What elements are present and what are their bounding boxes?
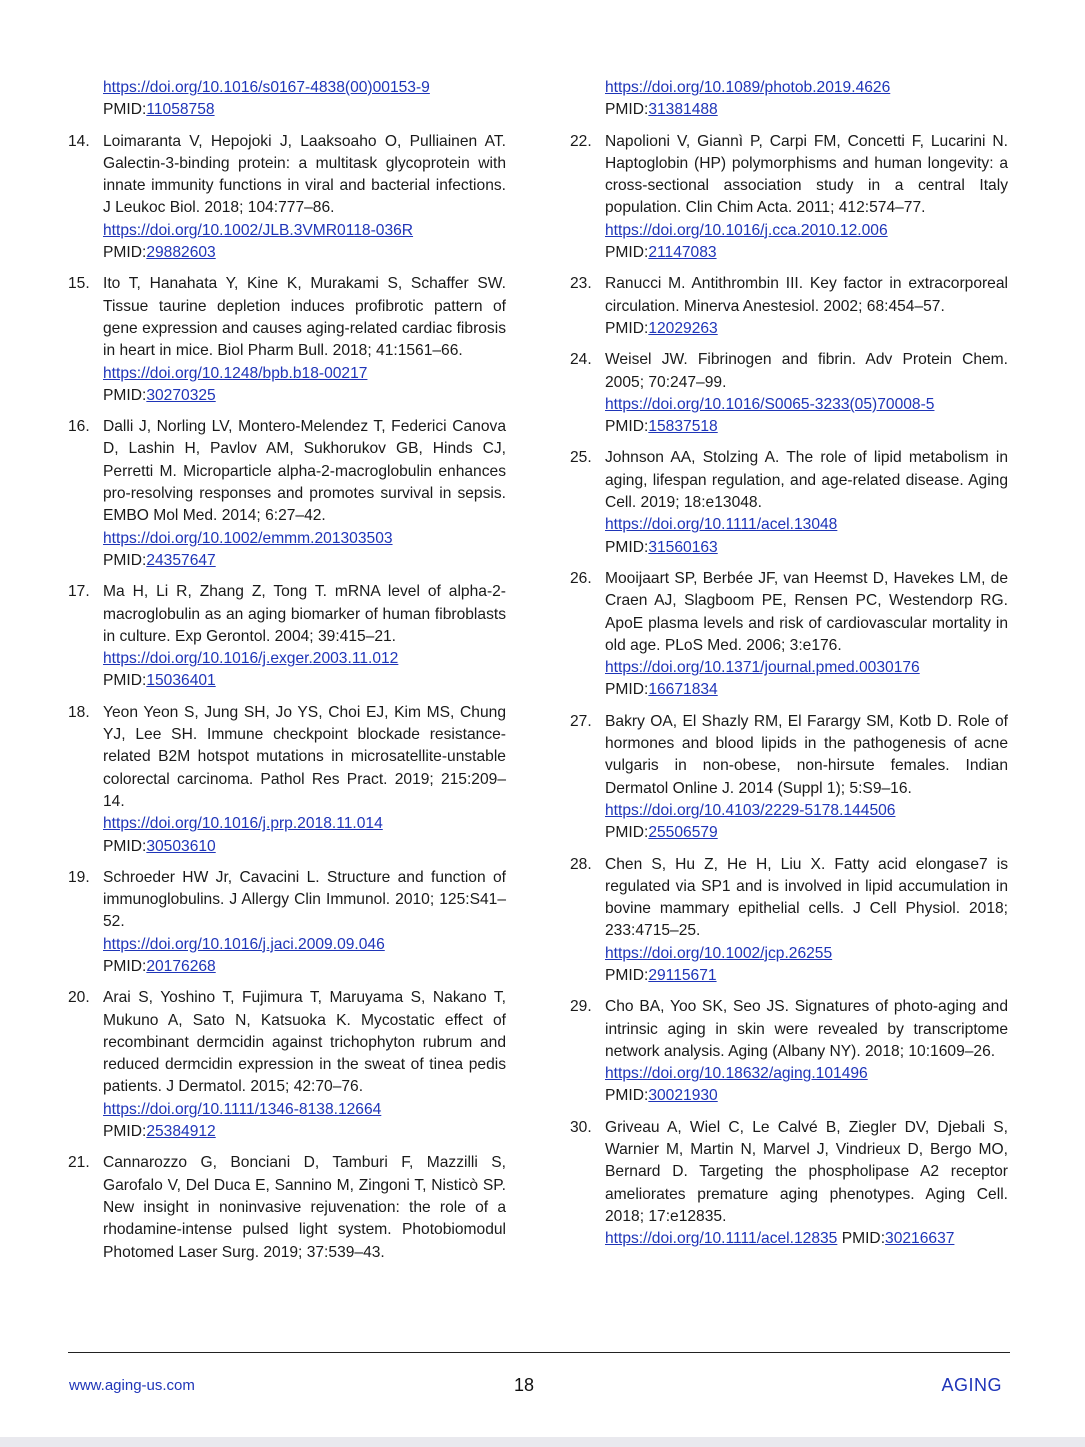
pmid-line [103,550,506,572]
pmid-line [103,242,506,264]
left-reference-column [68,77,506,1273]
doi-link[interactable]: https://doi.org/10.1002/emmm.201303503 [103,529,393,547]
reference-number: 26. [570,569,592,587]
pmid-link[interactable]: 29115671 [648,966,717,984]
reference-citation: Arai S, Yoshino T, Fujimura T, Maruyama S, Nakano T, Mukuno A, Sato N, Katsuoka K. Mycostatic effect of recombinant dermcidin against trichophyton rubrum and reduced dermcidin expression in the sweat of tinea pedis patients. J Dermatol. 2015; 42:70–76. [103,989,506,1096]
pmid-label: PMID: [841,1230,886,1248]
reference-citation: Chen S, Hu Z, He H, Liu X. Fatty acid elongase7 is regulated via SP1 and is involved in lipid accumulation in bovine mammary epithelial cells. J Cell Physiol. 2018; 233:4715–25. [605,855,1008,940]
pmid-label: PMID: [605,319,649,337]
doi-link[interactable]: https://doi.org/10.1111/1346-8138.12664 [103,1100,382,1118]
doi-link[interactable]: https://doi.org/10.4103/2229-5178.144506 [605,801,896,819]
reference-item [570,131,1008,265]
reference-item [68,1152,506,1263]
pmid-label: PMID: [103,1123,147,1141]
reference-citation: Cannarozzo G, Bonciani D, Tamburi F, Mazzilli S, Garofalo V, Del Duca E, Sannino M, Zingoni T, Nisticò SP. New insight in noninvasive rejuvenation: the role of a rhodamine-intense pulsed light system. Photobiomodul Photomed Laser Surg. 2019; 37:539–43. [103,1154,506,1261]
reference-citation: Ranucci M. Antithrombin III. Key factor in extracorporeal circulation. Minerva Anestesiol. 2002; 68:454–57. [605,275,1008,315]
pmid-line [605,1085,1008,1107]
reference-number: 24. [570,351,592,369]
pmid-link[interactable]: 15036401 [146,672,216,690]
page-number: 18 [513,1375,535,1395]
pmid-link[interactable]: 30216637 [885,1230,955,1248]
right-reference-column [570,77,1008,1260]
reference-citation: Napolioni V, Giannì P, Carpi FM, Concetti F, Lucarini N. Haptoglobin (HP) polymorphisms and human longevity: a cross-sectional association study in a central Italy population. Clin Chim Acta. 2011; 412:574–77. [605,132,1008,217]
reference-item [570,711,1008,845]
pmid-line [103,99,506,121]
doi-link[interactable]: https://doi.org/10.1016/j.prp.2018.11.014 [103,815,383,833]
doi-link[interactable]: https://doi.org/10.1016/j.cca.2010.12.006 [605,221,888,239]
reference-number: 30. [570,1118,592,1136]
pmid-link[interactable]: 21147083 [648,244,717,262]
reference-number: 19. [68,868,90,886]
pmid-label: PMID: [605,1087,649,1105]
pmid-line [103,956,506,978]
reference-citation: Bakry OA, El Shazly RM, El Farargy SM, Kotb D. Role of hormones and blood lipids in the pathogenesis of acne vulgaris in non-obese, non-hirsute females. Indian Dermatol Online J. 2014 (Suppl 1); 5:S9–16. [605,712,1008,797]
pmid-line [103,1121,506,1143]
reference-number: 28. [570,855,592,873]
reference-item [570,854,1008,988]
pmid-label: PMID: [103,551,147,569]
reference-number: 21. [68,1154,90,1172]
doi-link[interactable]: https://doi.org/10.1371/journal.pmed.0030176 [605,659,920,677]
reference-item [68,987,506,1143]
pmid-label: PMID: [103,672,147,690]
doi-link[interactable]: https://doi.org/10.1016/s0167-4838(00)00153-9 [103,79,430,96]
doi-link[interactable]: https://doi.org/10.1111/acel.12835 [605,1230,838,1248]
pmid-label: PMID: [605,824,649,842]
pmid-line [605,318,1008,340]
pmid-line [605,679,1008,701]
pmid-link[interactable]: 20176268 [146,957,216,975]
viewer-bottom-strip [0,1437,1085,1447]
pmid-link[interactable]: 30503610 [146,837,216,855]
doi-link[interactable]: https://doi.org/10.1016/j.jaci.2009.09.046 [103,935,385,953]
pmid-link[interactable]: 24357647 [146,551,216,569]
pmid-link[interactable]: 30270325 [146,386,216,404]
pmid-link[interactable]: 31381488 [648,101,718,119]
reference-number: 23. [570,275,592,293]
doi-link[interactable]: https://doi.org/10.1016/j.exger.2003.11.012 [103,650,399,668]
pmid-label: PMID: [103,837,147,855]
pmid-link[interactable]: 25384912 [146,1123,216,1141]
pmid-link[interactable]: 30021930 [648,1087,718,1105]
reference-item [68,581,506,692]
reference-continuation [570,77,1008,122]
reference-item [68,131,506,265]
doi-link[interactable]: https://doi.org/10.18632/aging.101496 [605,1065,868,1083]
reference-item [68,702,506,858]
pmid-label: PMID: [605,101,649,119]
doi-link[interactable]: https://doi.org/10.1002/jcp.26255 [605,944,833,962]
reference-citation: Yeon Yeon S, Jung SH, Jo YS, Choi EJ, Kim MS, Chung YJ, Lee SH. Immune checkpoint blockade resistance-related B2M hotspot mutations in microsatellite-unstable colorectal carcinoma. Pathol Res Pract. 2019; 215:209–14. [103,703,506,810]
pmid-label: PMID: [103,101,147,119]
pmid-label: PMID: [605,538,649,556]
reference-item [570,349,1008,438]
pmid-link[interactable]: 29882603 [146,244,216,262]
reference-citation: Loimaranta V, Hepojoki J, Laaksoaho O, Pulliainen AT. Galectin-3-binding protein: a multitask glycoprotein with innate immunity functions in viral and bacterial infections. J Leukoc Biol. 2018; 104:777–86. [103,132,506,217]
pmid-link[interactable]: 15837518 [648,418,718,436]
pmid-line [605,822,1008,844]
pmid-link[interactable]: 25506579 [648,824,718,842]
reference-number: 18. [68,703,90,721]
footer-website-link[interactable]: www.aging-us.com [69,1377,195,1394]
reference-citation: Ito T, Hanahata Y, Kine K, Murakami S, Schaffer SW. Tissue taurine depletion induces profibrotic pattern of gene expression and causes aging-related cardiac fibrosis in heart in mice. Biol Pharm Bull. 2018; 41:1561–66. [103,275,506,360]
pmid-label: PMID: [605,418,649,436]
reference-item [68,867,506,978]
pmid-link[interactable]: 16671834 [648,681,718,699]
pmid-line [103,836,506,858]
doi-link[interactable]: https://doi.org/10.1089/photob.2019.4626 [605,79,891,96]
pmid-line [842,1230,955,1247]
pmid-line [605,99,1008,121]
reference-number: 17. [68,583,90,601]
reference-number: 20. [68,989,90,1007]
reference-number: 15. [68,275,90,293]
pmid-link[interactable]: 12029263 [648,319,718,337]
pmid-line [605,537,1008,559]
reference-number: 27. [570,712,592,730]
reference-citation: Johnson AA, Stolzing A. The role of lipid metabolism in aging, lifespan regulation, and age-related disease. Aging Cell. 2019; 18:e13048. [605,449,1008,512]
doi-link[interactable]: https://doi.org/10.1111/acel.13048 [605,516,838,534]
pmid-label: PMID: [605,966,649,984]
reference-citation: Dalli J, Norling LV, Montero-Melendez T, Federici Canova D, Lashin H, Pavlov AM, Sukhorukov GB, Hinds CJ, Perretti M. Microparticle alpha-2-macroglobulin enhances pro-resolving responses and promotes survival in sepsis. EMBO Mol Med. 2014; 6:27–42. [103,418,506,525]
reference-citation: Weisel JW. Fibrinogen and fibrin. Adv Protein Chem. 2005; 70:247–99. [605,351,1008,391]
pmid-link[interactable]: 31560163 [648,538,718,556]
pmid-line [605,965,1008,987]
doi-link[interactable]: https://doi.org/10.1002/JLB.3VMR0118-036R [103,221,414,239]
doi-link[interactable]: https://doi.org/10.1248/bpb.b18-00217 [103,364,368,382]
pmid-label: PMID: [103,244,147,262]
reference-item [570,996,1008,1107]
pmid-line [605,416,1008,438]
reference-citation: Mooijaart SP, Berbée JF, van Heemst D, Havekes LM, de Craen AJ, Slagboom PE, Rensen PC, Westendorp RG. ApoE plasma levels and risk of cardiovascular mortality in old age. PLoS Med. 2006; 3:e176. [605,569,1008,654]
reference-item [570,273,1008,340]
pmid-label: PMID: [103,386,147,404]
pmid-label: PMID: [605,681,649,699]
reference-item [570,568,1008,702]
reference-number: 25. [570,449,592,467]
reference-number: 29. [570,998,592,1016]
footer-divider [68,1352,1010,1353]
pmid-line [103,670,506,692]
reference-number: 16. [68,418,90,436]
reference-number: 14. [68,132,90,150]
journal-name: AGING [941,1375,1002,1395]
reference-item [570,1117,1008,1251]
reference-item [68,416,506,572]
reference-citation: Cho BA, Yoo SK, Seo JS. Signatures of photo-aging and intrinsic aging in skin were revealed by transcriptome network analysis. Aging (Albany NY). 2018; 10:1609–26. [605,998,1008,1060]
doi-link[interactable]: https://doi.org/10.1016/S0065-3233(05)70008-5 [605,395,935,413]
pmid-line [605,242,1008,264]
pmid-label: PMID: [605,244,649,262]
reference-citation: Schroeder HW Jr, Cavacini L. Structure and function of immunoglobulins. J Allergy Clin Immunol. 2010; 125:S41–52. [103,868,506,931]
reference-item [68,273,506,407]
reference-citation: Ma H, Li R, Zhang Z, Tong T. mRNA level of alpha-2-macroglobulin as an aging biomarker of human fibroblasts in culture. Exp Gerontol. 2004; 39:415–21. [103,583,506,645]
reference-continuation [68,77,506,122]
pmid-link[interactable]: 11058758 [146,101,215,119]
reference-citation: Griveau A, Wiel C, Le Calvé B, Ziegler DV, Djebali S, Warnier M, Martin N, Marvel J, Vindrieux D, Bergo MO, Bernard D. Targeting the phospholipase A2 receptor ameliorates premature aging phenotypes. Aging Cell. 2018; 17:e12835. [605,1118,1008,1225]
reference-item [570,447,1008,558]
pmid-line [103,385,506,407]
reference-number: 22. [570,132,592,150]
pmid-label: PMID: [103,957,147,975]
